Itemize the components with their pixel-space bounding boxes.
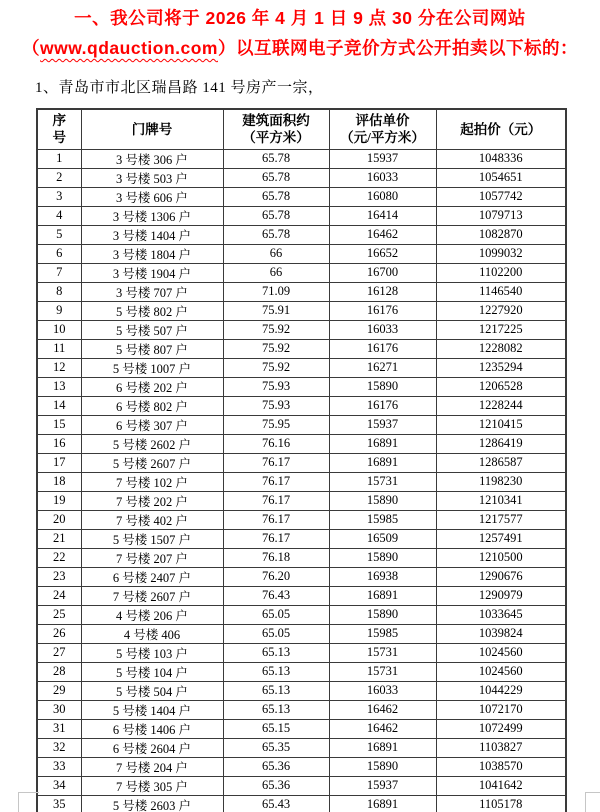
- cell-unit-price: 16891: [329, 795, 436, 812]
- table-row: [37, 662, 566, 681]
- table-row: [37, 206, 566, 225]
- cell-building-area: 75.93: [223, 377, 329, 396]
- table-row: [37, 510, 566, 529]
- cell-starting-price: 1039824: [436, 624, 566, 643]
- cell-starting-price: 1099032: [436, 244, 566, 263]
- table-row: [37, 529, 566, 548]
- cell-serial-number: 26: [37, 624, 81, 643]
- cell-starting-price: 1057742: [436, 187, 566, 206]
- cell-building-area: 65.15: [223, 719, 329, 738]
- cell-door-number: 7 号楼 102 户: [81, 472, 223, 491]
- cell-serial-number: 3: [37, 187, 81, 206]
- cell-serial-number: 7: [37, 263, 81, 282]
- cell-door-number: 6 号楼 1406 户: [81, 719, 223, 738]
- auction-table-body: [37, 149, 566, 812]
- cell-unit-price: 16891: [329, 586, 436, 605]
- cell-serial-number: 24: [37, 586, 81, 605]
- cell-serial-number: 5: [37, 225, 81, 244]
- cell-starting-price: 1217225: [436, 320, 566, 339]
- cell-building-area: 65.13: [223, 700, 329, 719]
- cell-serial-number: 27: [37, 643, 81, 662]
- cell-building-area: 76.16: [223, 434, 329, 453]
- cell-serial-number: 34: [37, 776, 81, 795]
- cell-building-area: 76.17: [223, 491, 329, 510]
- title-paren-open: （: [22, 38, 40, 58]
- table-row: [37, 415, 566, 434]
- cell-starting-price: 1038570: [436, 757, 566, 776]
- cell-building-area: 65.36: [223, 757, 329, 776]
- auction-title-line2: [0, 35, 600, 60]
- cell-serial-number: 21: [37, 529, 81, 548]
- cell-door-number: 5 号楼 2603 户: [81, 795, 223, 812]
- cell-door-number: 3 号楼 1804 户: [81, 244, 223, 263]
- cell-door-number: 7 号楼 207 户: [81, 548, 223, 567]
- cell-starting-price: 1257491: [436, 529, 566, 548]
- header-area-line2: （平方米）: [242, 130, 310, 146]
- cell-unit-price: 15731: [329, 662, 436, 681]
- cell-door-number: 7 号楼 305 户: [81, 776, 223, 795]
- cell-building-area: 66: [223, 263, 329, 282]
- table-row: [37, 472, 566, 491]
- cell-unit-price: 16128: [329, 282, 436, 301]
- cell-door-number: 7 号楼 202 户: [81, 491, 223, 510]
- cell-unit-price: 16891: [329, 453, 436, 472]
- cell-starting-price: 1290979: [436, 586, 566, 605]
- header-unit-price-line2: （元/平方米）: [340, 130, 425, 146]
- cell-door-number: 3 号楼 606 户: [81, 187, 223, 206]
- title-line2-rest: ）以互联网电子竞价方式公开拍卖以下标的：: [218, 38, 578, 58]
- table-row: [37, 263, 566, 282]
- cell-starting-price: 1054651: [436, 168, 566, 187]
- cell-unit-price: 15890: [329, 605, 436, 624]
- cell-door-number: 5 号楼 1007 户: [81, 358, 223, 377]
- cell-serial-number: 23: [37, 567, 81, 586]
- cell-starting-price: 1210341: [436, 491, 566, 510]
- cell-starting-price: 1024560: [436, 643, 566, 662]
- header-starting-price: 起拍价（元）: [436, 109, 566, 149]
- cell-serial-number: 4: [37, 206, 81, 225]
- cell-unit-price: 16509: [329, 529, 436, 548]
- cell-building-area: 65.13: [223, 681, 329, 700]
- cell-building-area: 76.43: [223, 586, 329, 605]
- cell-building-area: 75.92: [223, 320, 329, 339]
- cell-unit-price: 16891: [329, 738, 436, 757]
- cell-serial-number: 29: [37, 681, 81, 700]
- cell-unit-price: 16176: [329, 301, 436, 320]
- cell-building-area: 75.91: [223, 301, 329, 320]
- cell-serial-number: 15: [37, 415, 81, 434]
- cell-door-number: 3 号楼 1904 户: [81, 263, 223, 282]
- cell-serial-number: 12: [37, 358, 81, 377]
- cell-serial-number: 25: [37, 605, 81, 624]
- cell-door-number: 6 号楼 307 户: [81, 415, 223, 434]
- cell-door-number: 3 号楼 707 户: [81, 282, 223, 301]
- table-row: [37, 377, 566, 396]
- table-row: [37, 301, 566, 320]
- cell-building-area: 75.95: [223, 415, 329, 434]
- cell-starting-price: 1072499: [436, 719, 566, 738]
- cell-building-area: 76.17: [223, 529, 329, 548]
- cell-unit-price: 15937: [329, 776, 436, 795]
- cell-starting-price: 1079713: [436, 206, 566, 225]
- cell-serial-number: 19: [37, 491, 81, 510]
- cell-door-number: 7 号楼 204 户: [81, 757, 223, 776]
- table-row: [37, 719, 566, 738]
- table-row: [37, 776, 566, 795]
- table-row: [37, 282, 566, 301]
- cell-door-number: 5 号楼 104 户: [81, 662, 223, 681]
- cell-door-number: 7 号楼 402 户: [81, 510, 223, 529]
- table-row: [37, 643, 566, 662]
- cell-building-area: 75.92: [223, 339, 329, 358]
- cell-unit-price: 16176: [329, 396, 436, 415]
- cell-starting-price: 1210500: [436, 548, 566, 567]
- cell-serial-number: 9: [37, 301, 81, 320]
- table-row: [37, 548, 566, 567]
- cell-building-area: 65.35: [223, 738, 329, 757]
- cell-starting-price: 1217577: [436, 510, 566, 529]
- cell-starting-price: 1228244: [436, 396, 566, 415]
- cell-starting-price: 1235294: [436, 358, 566, 377]
- cell-door-number: 5 号楼 504 户: [81, 681, 223, 700]
- cell-building-area: 65.78: [223, 149, 329, 168]
- table-row: [37, 434, 566, 453]
- cell-serial-number: 33: [37, 757, 81, 776]
- cell-unit-price: 16080: [329, 187, 436, 206]
- cell-building-area: 76.18: [223, 548, 329, 567]
- cell-unit-price: 15985: [329, 624, 436, 643]
- table-row: [37, 738, 566, 757]
- cell-door-number: 4 号楼 206 户: [81, 605, 223, 624]
- cell-serial-number: 20: [37, 510, 81, 529]
- table-row: [37, 396, 566, 415]
- cell-building-area: 65.36: [223, 776, 329, 795]
- cell-building-area: 65.78: [223, 187, 329, 206]
- cell-building-area: 65.78: [223, 225, 329, 244]
- auction-table: [36, 108, 567, 812]
- cell-door-number: 5 号楼 802 户: [81, 301, 223, 320]
- page-margin-mark-left: [18, 792, 39, 812]
- cell-starting-price: 1198230: [436, 472, 566, 491]
- table-row: [37, 244, 566, 263]
- cell-door-number: 5 号楼 2607 户: [81, 453, 223, 472]
- cell-starting-price: 1048336: [436, 149, 566, 168]
- cell-building-area: 65.05: [223, 624, 329, 643]
- cell-serial-number: 22: [37, 548, 81, 567]
- cell-starting-price: 1024560: [436, 662, 566, 681]
- cell-serial-number: 31: [37, 719, 81, 738]
- cell-starting-price: 1102200: [436, 263, 566, 282]
- table-row: [37, 586, 566, 605]
- cell-door-number: 3 号楼 1404 户: [81, 225, 223, 244]
- cell-door-number: 6 号楼 802 户: [81, 396, 223, 415]
- table-row: [37, 320, 566, 339]
- cell-serial-number: 28: [37, 662, 81, 681]
- cell-unit-price: 15937: [329, 149, 436, 168]
- cell-serial-number: 2: [37, 168, 81, 187]
- cell-unit-price: 16700: [329, 263, 436, 282]
- cell-serial-number: 16: [37, 434, 81, 453]
- cell-starting-price: 1103827: [436, 738, 566, 757]
- cell-unit-price: 15937: [329, 415, 436, 434]
- cell-unit-price: 16176: [329, 339, 436, 358]
- cell-unit-price: 16462: [329, 700, 436, 719]
- cell-unit-price: 16414: [329, 206, 436, 225]
- table-row: [37, 187, 566, 206]
- cell-starting-price: 1228082: [436, 339, 566, 358]
- cell-starting-price: 1033645: [436, 605, 566, 624]
- cell-starting-price: 1286587: [436, 453, 566, 472]
- cell-building-area: 65.43: [223, 795, 329, 812]
- cell-building-area: 76.17: [223, 472, 329, 491]
- cell-serial-number: 11: [37, 339, 81, 358]
- auction-title-line1: 一、我公司将于 2026 年 4 月 1 日 9 点 30 分在公司网站: [74, 8, 526, 28]
- table-row: [37, 700, 566, 719]
- cell-serial-number: 13: [37, 377, 81, 396]
- table-row: [37, 149, 566, 168]
- cell-unit-price: 15890: [329, 548, 436, 567]
- cell-unit-price: 16462: [329, 719, 436, 738]
- header-unit-price: [329, 109, 436, 149]
- cell-unit-price: 16462: [329, 225, 436, 244]
- header-serial-line1: 序: [52, 113, 66, 129]
- cell-serial-number: 6: [37, 244, 81, 263]
- table-row: [37, 339, 566, 358]
- cell-building-area: 65.05: [223, 605, 329, 624]
- cell-door-number: 6 号楼 202 户: [81, 377, 223, 396]
- table-row: [37, 225, 566, 244]
- cell-building-area: 75.93: [223, 396, 329, 415]
- cell-door-number: 6 号楼 2604 户: [81, 738, 223, 757]
- cell-unit-price: 16033: [329, 681, 436, 700]
- cell-starting-price: 1210415: [436, 415, 566, 434]
- cell-starting-price: 1290676: [436, 567, 566, 586]
- cell-door-number: 3 号楼 503 户: [81, 168, 223, 187]
- table-row: [37, 491, 566, 510]
- cell-starting-price: 1286419: [436, 434, 566, 453]
- cell-serial-number: 30: [37, 700, 81, 719]
- cell-unit-price: 16891: [329, 434, 436, 453]
- header-area-line1: 建筑面积约: [242, 113, 310, 129]
- cell-building-area: 76.17: [223, 510, 329, 529]
- cell-serial-number: 18: [37, 472, 81, 491]
- header-building-area: [223, 109, 329, 149]
- cell-door-number: 5 号楼 807 户: [81, 339, 223, 358]
- cell-door-number: 3 号楼 306 户: [81, 149, 223, 168]
- cell-starting-price: 1041642: [436, 776, 566, 795]
- cell-unit-price: 16033: [329, 320, 436, 339]
- cell-starting-price: 1082870: [436, 225, 566, 244]
- cell-serial-number: 8: [37, 282, 81, 301]
- cell-starting-price: 1072170: [436, 700, 566, 719]
- header-door-number: 门牌号: [81, 109, 223, 149]
- auction-website-url: www.qdauction.com: [40, 38, 218, 58]
- cell-unit-price: 15731: [329, 472, 436, 491]
- cell-serial-number: 10: [37, 320, 81, 339]
- table-row: [37, 681, 566, 700]
- header-serial-number: [37, 109, 81, 149]
- cell-starting-price: 1227920: [436, 301, 566, 320]
- cell-unit-price: 15890: [329, 491, 436, 510]
- table-row: [37, 567, 566, 586]
- cell-door-number: 4 号楼 406: [81, 624, 223, 643]
- header-serial-line2: 号: [52, 130, 66, 146]
- cell-starting-price: 1146540: [436, 282, 566, 301]
- cell-door-number: 5 号楼 103 户: [81, 643, 223, 662]
- cell-serial-number: 1: [37, 149, 81, 168]
- cell-unit-price: 15731: [329, 643, 436, 662]
- cell-unit-price: 15890: [329, 377, 436, 396]
- cell-unit-price: 16271: [329, 358, 436, 377]
- cell-building-area: 75.92: [223, 358, 329, 377]
- lot-subtitle: 1、青岛市市北区瑞昌路 141 号房产一宗，: [35, 80, 324, 96]
- cell-starting-price: 1105178: [436, 795, 566, 812]
- cell-unit-price: 16652: [329, 244, 436, 263]
- table-header-row: [37, 109, 566, 149]
- table-row: [37, 168, 566, 187]
- cell-serial-number: 35: [37, 795, 81, 812]
- cell-door-number: 5 号楼 2602 户: [81, 434, 223, 453]
- table-row: [37, 358, 566, 377]
- cell-building-area: 76.17: [223, 453, 329, 472]
- cell-door-number: 3 号楼 1306 户: [81, 206, 223, 225]
- cell-door-number: 6 号楼 2407 户: [81, 567, 223, 586]
- cell-building-area: 65.78: [223, 168, 329, 187]
- cell-building-area: 76.20: [223, 567, 329, 586]
- cell-starting-price: 1044229: [436, 681, 566, 700]
- cell-serial-number: 17: [37, 453, 81, 472]
- cell-door-number: 7 号楼 2607 户: [81, 586, 223, 605]
- cell-unit-price: 15985: [329, 510, 436, 529]
- table-row: [37, 605, 566, 624]
- header-unit-price-line1: 评估单价: [355, 113, 410, 129]
- page-margin-mark-right: [585, 792, 600, 812]
- table-row: [37, 624, 566, 643]
- table-row: [37, 757, 566, 776]
- cell-door-number: 5 号楼 1507 户: [81, 529, 223, 548]
- cell-unit-price: 15890: [329, 757, 436, 776]
- cell-unit-price: 16938: [329, 567, 436, 586]
- cell-serial-number: 14: [37, 396, 81, 415]
- table-row: [37, 453, 566, 472]
- cell-door-number: 5 号楼 507 户: [81, 320, 223, 339]
- cell-building-area: 71.09: [223, 282, 329, 301]
- cell-starting-price: 1206528: [436, 377, 566, 396]
- cell-building-area: 65.13: [223, 643, 329, 662]
- cell-building-area: 66: [223, 244, 329, 263]
- table-row: [37, 795, 566, 812]
- cell-unit-price: 16033: [329, 168, 436, 187]
- cell-building-area: 65.13: [223, 662, 329, 681]
- cell-building-area: 65.78: [223, 206, 329, 225]
- cell-door-number: 5 号楼 1404 户: [81, 700, 223, 719]
- cell-serial-number: 32: [37, 738, 81, 757]
